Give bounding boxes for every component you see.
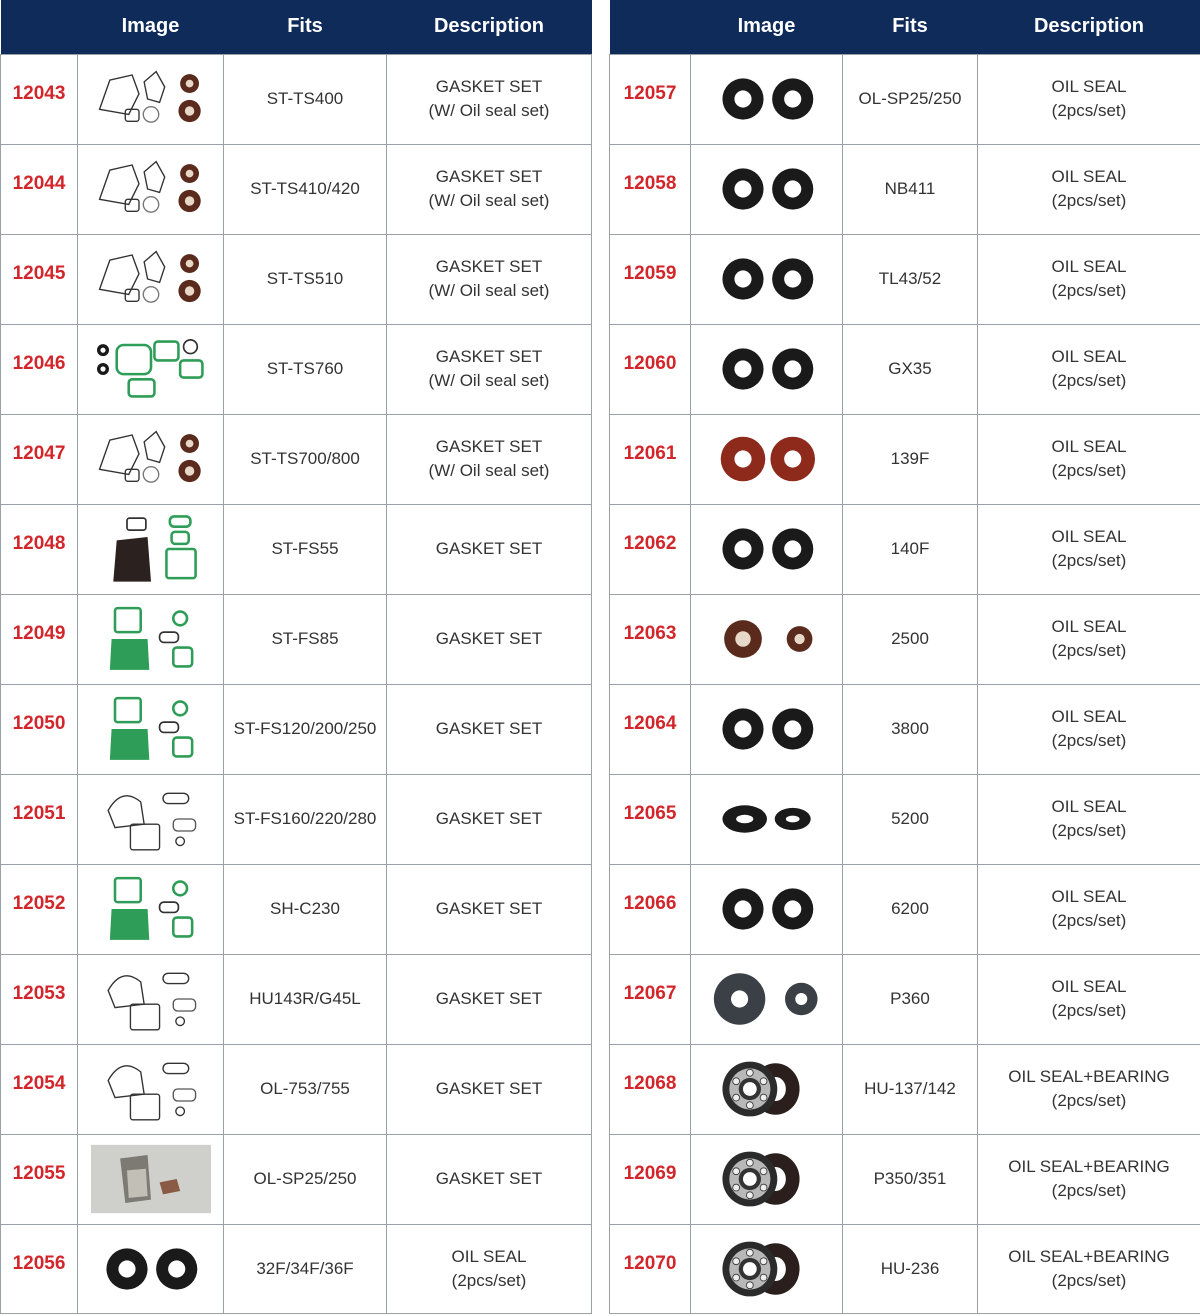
product-code: 12049 bbox=[1, 594, 78, 684]
description-line-1: GASKET SET bbox=[435, 347, 543, 366]
product-fits: P350/351 bbox=[843, 1134, 978, 1224]
description-line-2: (W/ Oil seal set) bbox=[428, 281, 550, 300]
table-row bbox=[610, 774, 1200, 864]
product-description bbox=[978, 684, 1200, 774]
right-product-table bbox=[609, 0, 1200, 1314]
left-table-header bbox=[1, 0, 592, 54]
product-description bbox=[387, 864, 592, 954]
product-image-cell bbox=[691, 864, 843, 954]
description-line-2: (2pcs/set) bbox=[1051, 1270, 1127, 1290]
product-image-cell bbox=[691, 144, 843, 234]
product-image bbox=[707, 1229, 827, 1309]
product-image bbox=[91, 1229, 211, 1309]
description-line-1: GASKET SET bbox=[435, 629, 543, 648]
table-row bbox=[1, 594, 592, 684]
description-line-2: (2pcs/set) bbox=[451, 1270, 527, 1290]
product-code: 12050 bbox=[1, 684, 78, 774]
table-row bbox=[610, 954, 1200, 1044]
product-description bbox=[978, 1134, 1200, 1224]
product-image-cell bbox=[691, 954, 843, 1044]
description-line-2: (2pcs/set) bbox=[1051, 281, 1127, 300]
product-code: 12061 bbox=[610, 414, 691, 504]
product-code: 12057 bbox=[610, 54, 691, 144]
table-row bbox=[1, 144, 592, 234]
product-code: 12067 bbox=[610, 954, 691, 1044]
product-fits: ST-FS55 bbox=[224, 504, 387, 594]
description-line-1: OIL SEAL+BEARING bbox=[1008, 1157, 1170, 1176]
description-line-1: OIL SEAL bbox=[1051, 797, 1127, 816]
product-image-cell bbox=[78, 864, 224, 954]
description-line-1: GASKET SET bbox=[435, 77, 543, 96]
product-image-cell bbox=[691, 504, 843, 594]
product-fits: ST-TS410/420 bbox=[224, 144, 387, 234]
product-code: 12064 bbox=[610, 684, 691, 774]
description-line-1: OIL SEAL bbox=[451, 1246, 527, 1266]
product-image bbox=[707, 509, 827, 589]
product-image bbox=[91, 1139, 211, 1219]
product-description bbox=[978, 324, 1200, 414]
description-line-2: (W/ Oil seal set) bbox=[428, 461, 550, 480]
table-row bbox=[1, 774, 592, 864]
table-row bbox=[1, 414, 592, 504]
table-row bbox=[610, 684, 1200, 774]
product-code: 12046 bbox=[1, 324, 78, 414]
product-image bbox=[707, 779, 827, 859]
description-line-1: OIL SEAL bbox=[1051, 77, 1127, 96]
product-description bbox=[387, 594, 592, 684]
left-header-fits: Fits bbox=[224, 0, 387, 54]
product-description bbox=[978, 54, 1200, 144]
product-image-cell bbox=[691, 234, 843, 324]
product-image bbox=[707, 239, 827, 319]
product-fits: ST-FS120/200/250 bbox=[224, 684, 387, 774]
product-description bbox=[978, 774, 1200, 864]
product-fits: ST-TS400 bbox=[224, 54, 387, 144]
product-description bbox=[387, 954, 592, 1044]
product-code: 12048 bbox=[1, 504, 78, 594]
product-code: 12053 bbox=[1, 954, 78, 1044]
product-image-cell bbox=[78, 774, 224, 864]
product-code: 12065 bbox=[610, 774, 691, 864]
description-line-1: OIL SEAL+BEARING bbox=[1008, 1246, 1170, 1266]
product-code: 12062 bbox=[610, 504, 691, 594]
table-row bbox=[1, 1134, 592, 1224]
product-fits: NB411 bbox=[843, 144, 978, 234]
description-line-1: GASKET SET bbox=[435, 719, 543, 738]
table-row bbox=[610, 144, 1200, 234]
right-header-image: Image bbox=[691, 0, 843, 54]
right-header-code bbox=[610, 0, 691, 54]
description-line-2: (2pcs/set) bbox=[1051, 821, 1127, 840]
product-fits: GX35 bbox=[843, 324, 978, 414]
product-description bbox=[978, 1224, 1200, 1313]
product-image-cell bbox=[78, 54, 224, 144]
description-line-1: GASKET SET bbox=[435, 539, 543, 558]
description-line-1: GASKET SET bbox=[435, 1079, 543, 1098]
product-code: 12052 bbox=[1, 864, 78, 954]
description-line-1: GASKET SET bbox=[435, 437, 543, 456]
left-table-body bbox=[1, 54, 592, 1313]
product-image bbox=[91, 779, 211, 859]
product-fits: OL-SP25/250 bbox=[843, 54, 978, 144]
product-fits: ST-FS160/220/280 bbox=[224, 774, 387, 864]
left-header-code bbox=[1, 0, 78, 54]
product-image bbox=[707, 1049, 827, 1129]
product-fits: 140F bbox=[843, 504, 978, 594]
description-line-1: GASKET SET bbox=[435, 899, 543, 918]
product-fits: 3800 bbox=[843, 684, 978, 774]
product-fits: 6200 bbox=[843, 864, 978, 954]
description-line-1: GASKET SET bbox=[435, 809, 543, 828]
product-image-cell bbox=[78, 144, 224, 234]
product-description bbox=[978, 1044, 1200, 1134]
product-description bbox=[978, 954, 1200, 1044]
product-description bbox=[387, 1134, 592, 1224]
product-description bbox=[387, 1224, 592, 1313]
left-header-image: Image bbox=[78, 0, 224, 54]
product-image bbox=[707, 59, 827, 139]
description-line-2: (2pcs/set) bbox=[1051, 1001, 1127, 1020]
product-code: 12043 bbox=[1, 54, 78, 144]
table-row bbox=[610, 414, 1200, 504]
left-header-description: Description bbox=[387, 0, 592, 54]
description-line-1: OIL SEAL bbox=[1051, 257, 1127, 276]
product-code: 12045 bbox=[1, 234, 78, 324]
table-row bbox=[1, 54, 592, 144]
product-image-cell bbox=[78, 504, 224, 594]
description-line-1: GASKET SET bbox=[435, 257, 543, 276]
table-row bbox=[610, 864, 1200, 954]
table-row bbox=[1, 504, 592, 594]
product-fits: HU143R/G45L bbox=[224, 954, 387, 1044]
description-line-2: (2pcs/set) bbox=[1051, 731, 1127, 750]
product-image bbox=[707, 329, 827, 409]
product-fits: P360 bbox=[843, 954, 978, 1044]
product-image bbox=[91, 419, 211, 499]
product-description bbox=[387, 774, 592, 864]
product-image-cell bbox=[691, 684, 843, 774]
product-fits: 32F/34F/36F bbox=[224, 1224, 387, 1313]
description-line-1: OIL SEAL bbox=[1051, 617, 1127, 636]
product-image-cell bbox=[78, 234, 224, 324]
product-image bbox=[91, 329, 211, 409]
product-image bbox=[91, 59, 211, 139]
right-header-description: Description bbox=[978, 0, 1200, 54]
description-line-1: GASKET SET bbox=[435, 1169, 543, 1188]
description-line-2: (2pcs/set) bbox=[1051, 191, 1127, 210]
description-line-1: OIL SEAL bbox=[1051, 707, 1127, 726]
product-fits: 2500 bbox=[843, 594, 978, 684]
description-line-2: (2pcs/set) bbox=[1051, 371, 1127, 390]
product-image-cell bbox=[691, 1134, 843, 1224]
table-row bbox=[1, 1224, 592, 1313]
product-fits: SH-C230 bbox=[224, 864, 387, 954]
right-header-fits: Fits bbox=[843, 0, 978, 54]
right-table-header bbox=[610, 0, 1200, 54]
product-image bbox=[91, 509, 211, 589]
product-image-cell bbox=[691, 414, 843, 504]
product-code: 12069 bbox=[610, 1134, 691, 1224]
product-fits: OL-753/755 bbox=[224, 1044, 387, 1134]
product-image-cell bbox=[78, 1134, 224, 1224]
product-image-cell bbox=[78, 1044, 224, 1134]
product-fits: ST-TS760 bbox=[224, 324, 387, 414]
product-description bbox=[387, 234, 592, 324]
right-table-body bbox=[610, 54, 1200, 1313]
left-product-table bbox=[0, 0, 592, 1314]
product-code: 12059 bbox=[610, 234, 691, 324]
product-description bbox=[387, 414, 592, 504]
product-code: 12070 bbox=[610, 1224, 691, 1313]
table-row bbox=[610, 234, 1200, 324]
product-fits: HU-236 bbox=[843, 1224, 978, 1313]
table-row bbox=[610, 324, 1200, 414]
description-line-2: (2pcs/set) bbox=[1051, 551, 1127, 570]
description-line-1: OIL SEAL bbox=[1051, 167, 1127, 186]
product-image bbox=[91, 689, 211, 769]
product-code: 12056 bbox=[1, 1224, 78, 1313]
product-code: 12054 bbox=[1, 1044, 78, 1134]
product-code: 12055 bbox=[1, 1134, 78, 1224]
product-fits: 139F bbox=[843, 414, 978, 504]
table-row bbox=[610, 594, 1200, 684]
description-line-1: OIL SEAL+BEARING bbox=[1008, 1067, 1170, 1086]
table-row bbox=[610, 504, 1200, 594]
description-line-2: (2pcs/set) bbox=[1051, 1091, 1127, 1110]
product-image bbox=[91, 1049, 211, 1129]
product-image-cell bbox=[78, 684, 224, 774]
product-image bbox=[707, 149, 827, 229]
product-code: 12068 bbox=[610, 1044, 691, 1134]
product-image bbox=[91, 959, 211, 1039]
product-image bbox=[91, 599, 211, 679]
table-row bbox=[1, 324, 592, 414]
product-image-cell bbox=[78, 1224, 224, 1313]
product-description bbox=[387, 684, 592, 774]
product-image bbox=[707, 1139, 827, 1219]
product-code: 12044 bbox=[1, 144, 78, 234]
product-code: 12051 bbox=[1, 774, 78, 864]
description-line-2: (2pcs/set) bbox=[1051, 461, 1127, 480]
product-image bbox=[91, 149, 211, 229]
product-fits: OL-SP25/250 bbox=[224, 1134, 387, 1224]
table-row bbox=[1, 684, 592, 774]
product-image bbox=[707, 959, 827, 1039]
product-fits: 5200 bbox=[843, 774, 978, 864]
description-line-1: GASKET SET bbox=[435, 167, 543, 186]
product-image bbox=[707, 869, 827, 949]
product-image-cell bbox=[691, 54, 843, 144]
product-image-cell bbox=[78, 594, 224, 684]
table-row bbox=[1, 954, 592, 1044]
product-description bbox=[978, 594, 1200, 684]
description-line-2: (2pcs/set) bbox=[1051, 1181, 1127, 1200]
product-description bbox=[387, 54, 592, 144]
product-image-cell bbox=[691, 1224, 843, 1313]
product-image-cell bbox=[691, 594, 843, 684]
product-code: 12058 bbox=[610, 144, 691, 234]
description-line-1: OIL SEAL bbox=[1051, 347, 1127, 366]
table-row bbox=[610, 1134, 1200, 1224]
product-image-cell bbox=[78, 414, 224, 504]
product-description bbox=[978, 504, 1200, 594]
product-description bbox=[978, 414, 1200, 504]
product-image bbox=[91, 239, 211, 319]
description-line-2: (W/ Oil seal set) bbox=[428, 101, 550, 120]
description-line-2: (W/ Oil seal set) bbox=[428, 371, 550, 390]
product-fits: TL43/52 bbox=[843, 234, 978, 324]
description-line-2: (2pcs/set) bbox=[1051, 101, 1127, 120]
product-image bbox=[707, 689, 827, 769]
description-line-1: OIL SEAL bbox=[1051, 437, 1127, 456]
table-row bbox=[610, 1044, 1200, 1134]
product-image bbox=[707, 599, 827, 679]
table-row bbox=[1, 1044, 592, 1134]
product-image-cell bbox=[691, 1044, 843, 1134]
description-line-1: OIL SEAL bbox=[1051, 527, 1127, 546]
product-description bbox=[387, 1044, 592, 1134]
product-code: 12066 bbox=[610, 864, 691, 954]
description-line-1: OIL SEAL bbox=[1051, 977, 1127, 996]
product-fits: HU-137/142 bbox=[843, 1044, 978, 1134]
table-row bbox=[610, 1224, 1200, 1313]
product-description bbox=[978, 864, 1200, 954]
product-description bbox=[387, 324, 592, 414]
description-line-2: (2pcs/set) bbox=[1051, 641, 1127, 660]
product-description bbox=[387, 504, 592, 594]
description-line-1: GASKET SET bbox=[435, 989, 543, 1008]
product-code: 12047 bbox=[1, 414, 78, 504]
product-fits: ST-TS510 bbox=[224, 234, 387, 324]
product-image bbox=[91, 869, 211, 949]
product-image-cell bbox=[78, 324, 224, 414]
product-code: 12063 bbox=[610, 594, 691, 684]
table-row bbox=[1, 234, 592, 324]
product-description bbox=[387, 144, 592, 234]
product-image-cell bbox=[78, 954, 224, 1044]
product-description bbox=[978, 234, 1200, 324]
product-fits: ST-FS85 bbox=[224, 594, 387, 684]
description-line-2: (W/ Oil seal set) bbox=[428, 191, 550, 210]
description-line-2: (2pcs/set) bbox=[1051, 911, 1127, 930]
product-image-cell bbox=[691, 324, 843, 414]
product-image bbox=[707, 419, 827, 499]
product-image-cell bbox=[691, 774, 843, 864]
product-description bbox=[978, 144, 1200, 234]
table-row bbox=[610, 54, 1200, 144]
product-code: 12060 bbox=[610, 324, 691, 414]
product-fits: ST-TS700/800 bbox=[224, 414, 387, 504]
description-line-1: OIL SEAL bbox=[1051, 887, 1127, 906]
table-row bbox=[1, 864, 592, 954]
